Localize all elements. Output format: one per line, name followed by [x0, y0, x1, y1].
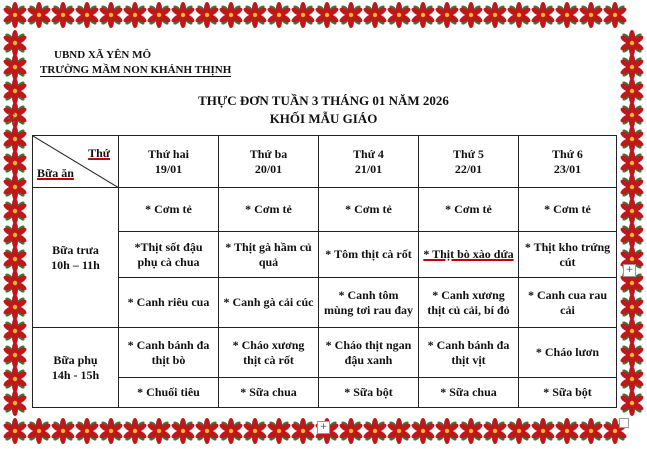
poinsettia-icon [122, 2, 148, 28]
poinsettia-icon [122, 418, 148, 444]
poinsettia-icon [146, 418, 172, 444]
poinsettia-icon [290, 2, 316, 28]
day-header-tue: Thứ ba 20/01 [219, 136, 319, 188]
day-header-mon: Thứ hai 19/01 [119, 136, 219, 188]
poinsettia-icon [619, 366, 645, 392]
add-column-plus-icon[interactable]: + [317, 421, 330, 434]
poinsettia-icon [619, 198, 645, 224]
poinsettia-icon [50, 418, 76, 444]
meal-lunch-label: Bữa trưa 10h – 11h [33, 188, 119, 328]
table-row [33, 232, 617, 278]
menu-title: THỰC ĐƠN TUẦN 3 THÁNG 01 NĂM 2026 [198, 93, 449, 108]
move-handle-icon[interactable] [6, 112, 18, 124]
poinsettia-icon [506, 418, 532, 444]
menu-cell: * Sữa chua [219, 378, 319, 408]
poinsettia-icon [362, 418, 388, 444]
poinsettia-icon [2, 174, 28, 200]
menu-cell: * Thịt bò xào dứa [419, 232, 519, 278]
poinsettia-icon [2, 270, 28, 296]
poinsettia-icon [338, 2, 364, 28]
poinsettia-icon [362, 2, 388, 28]
poinsettia-icon [266, 418, 292, 444]
table-header-row [33, 136, 617, 188]
poinsettia-icon [530, 418, 556, 444]
poinsettia-icon [506, 2, 532, 28]
poinsettia-icon [2, 342, 28, 368]
poinsettia-icon [619, 342, 645, 368]
day-header-thu: Thứ 5 22/01 [419, 136, 519, 188]
menu-cell: * Sữa bột [319, 378, 419, 408]
menu-cell: * Canh gà cải cúc [219, 278, 319, 328]
menu-table [32, 135, 617, 408]
meal-snack-label: Bữa phụ 14h - 15h [33, 328, 119, 408]
poinsettia-icon [2, 366, 28, 392]
menu-cell: * Canh bánh đa thịt bò [119, 328, 219, 378]
menu-subtitle: KHỐI MẪU GIÁO [269, 111, 378, 126]
add-row-plus-icon[interactable]: + [623, 264, 636, 277]
decorative-border-top [0, 0, 647, 30]
menu-cell: * Canh riêu cua [119, 278, 219, 328]
document-header [40, 48, 231, 78]
corner-meal-label: Bữa ăn [37, 166, 74, 180]
poinsettia-icon [578, 2, 604, 28]
poinsettia-icon [619, 54, 645, 80]
menu-cell: * Canh tôm mùng tơi rau đay [319, 278, 419, 328]
poinsettia-icon [434, 418, 460, 444]
poinsettia-icon [2, 150, 28, 176]
menu-cell: * Thịt kho trứng cút [519, 232, 617, 278]
menu-cell: * Canh cua rau cải [519, 278, 617, 328]
poinsettia-icon [2, 54, 28, 80]
poinsettia-icon [619, 390, 645, 416]
org-name: UBND XÃ YÊN MÔ [54, 49, 152, 61]
poinsettia-icon [458, 418, 484, 444]
poinsettia-icon [2, 30, 28, 56]
poinsettia-icon [619, 174, 645, 200]
poinsettia-icon [194, 2, 220, 28]
menu-cell: *Thịt sốt đậu phụ cà chua [119, 232, 219, 278]
poinsettia-icon [410, 418, 436, 444]
poinsettia-icon [74, 418, 100, 444]
menu-cell: * Cháo lươn [519, 328, 617, 378]
menu-cell: * Sữa chua [419, 378, 519, 408]
poinsettia-icon [458, 2, 484, 28]
menu-cell: * Sữa bột [519, 378, 617, 408]
poinsettia-icon [242, 418, 268, 444]
poinsettia-icon [482, 418, 508, 444]
poinsettia-icon [2, 390, 28, 416]
day-header-wed: Thứ 4 21/01 [319, 136, 419, 188]
poinsettia-icon [2, 198, 28, 224]
table-row [33, 378, 617, 408]
poinsettia-icon [194, 418, 220, 444]
corner-cell [33, 136, 119, 188]
poinsettia-icon [578, 418, 604, 444]
poinsettia-icon [50, 2, 76, 28]
poinsettia-icon [290, 418, 316, 444]
menu-cell: * Canh xương thịt củ cải, bí đỏ [419, 278, 519, 328]
poinsettia-icon [482, 2, 508, 28]
table-row [33, 278, 617, 328]
poinsettia-icon [554, 2, 580, 28]
poinsettia-icon [554, 418, 580, 444]
poinsettia-icon [218, 2, 244, 28]
menu-cell: * Cháo xương thịt cà rốt [219, 328, 319, 378]
poinsettia-icon [2, 222, 28, 248]
poinsettia-icon [338, 418, 364, 444]
poinsettia-icon [619, 318, 645, 344]
poinsettia-icon [98, 418, 124, 444]
table-row [33, 188, 617, 232]
decorative-border-right [617, 0, 647, 446]
menu-cell: * Cơm tẻ [219, 188, 319, 232]
poinsettia-icon [410, 2, 436, 28]
poinsettia-icon [2, 246, 28, 272]
poinsettia-icon [314, 2, 340, 28]
poinsettia-icon [619, 150, 645, 176]
poinsettia-icon [2, 294, 28, 320]
menu-cell: * Cơm tẻ [419, 188, 519, 232]
corner-day-label: Thứ [88, 146, 110, 160]
poinsettia-icon [386, 418, 412, 444]
poinsettia-icon [619, 222, 645, 248]
poinsettia-icon [2, 126, 28, 152]
poinsettia-icon [619, 294, 645, 320]
menu-cell: * Cơm tẻ [519, 188, 617, 232]
poinsettia-icon [170, 2, 196, 28]
poinsettia-icon [218, 418, 244, 444]
poinsettia-icon [530, 2, 556, 28]
poinsettia-icon [98, 2, 124, 28]
poinsettia-icon [434, 2, 460, 28]
poinsettia-icon [386, 2, 412, 28]
poinsettia-icon [619, 30, 645, 56]
decorative-border-left [0, 0, 30, 446]
menu-cell: * Cơm tẻ [319, 188, 419, 232]
day-header-fri: Thứ 6 23/01 [519, 136, 617, 188]
menu-cell: * Canh bánh đa thịt vịt [419, 328, 519, 378]
poinsettia-icon [2, 318, 28, 344]
poinsettia-icon [242, 2, 268, 28]
school-name: TRƯỜNG MẦM NON KHÁNH THỊNH [40, 64, 232, 76]
poinsettia-icon [146, 2, 172, 28]
menu-cell: * Thịt gà hầm củ quả [219, 232, 319, 278]
menu-cell: * Chuối tiêu [119, 378, 219, 408]
table-row [33, 328, 617, 378]
menu-cell: * Cơm tẻ [119, 188, 219, 232]
poinsettia-icon [619, 126, 645, 152]
poinsettia-icon [170, 418, 196, 444]
poinsettia-icon [74, 2, 100, 28]
table-resize-handle[interactable] [619, 418, 629, 428]
menu-cell: * Tôm thịt cà rốt [319, 232, 419, 278]
poinsettia-icon [266, 2, 292, 28]
menu-cell: * Cháo thịt ngan đậu xanh [319, 328, 419, 378]
